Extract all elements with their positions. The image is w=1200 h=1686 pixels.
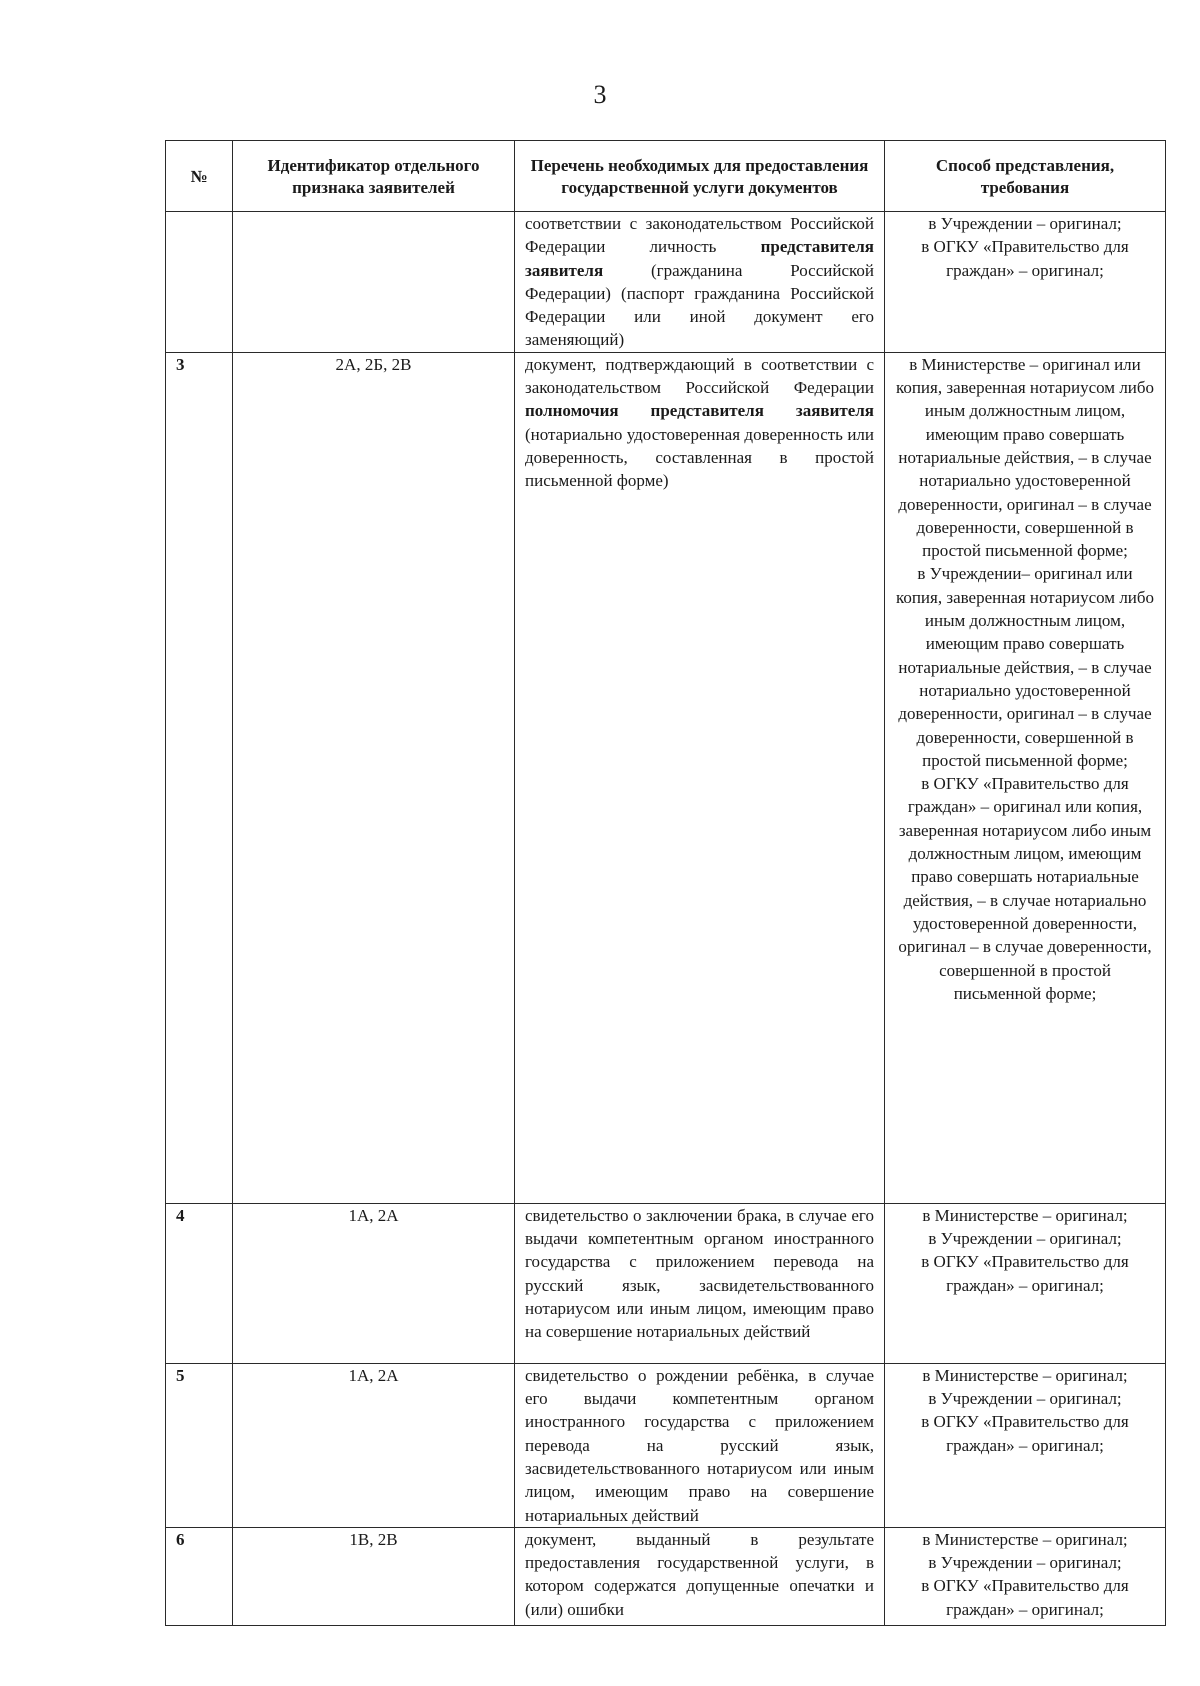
method-item: в Учреждении– оригинал или копия, заверенная нотариусом либо иным должностным лицом, имеющим право совершать нотариальные действия, – в случае нотариально удостоверенной доверенности, оригинал – в случае доверенности, совершенной в простой письменной форме; <box>895 564 1155 770</box>
method-item: в ОГКУ «Правительство для граждан» – оригинал; <box>921 1576 1129 1619</box>
table-row <box>166 1527 1166 1625</box>
row-identifier: 1В, 2В <box>233 1527 515 1625</box>
row-number: 3 <box>166 352 233 1203</box>
row-number: 5 <box>166 1363 233 1527</box>
documents-table <box>165 140 1166 1626</box>
method-item: в Учреждении – оригинал; <box>928 1389 1122 1409</box>
method-item: в Министерстве – оригинал; <box>922 1205 1128 1225</box>
method-item: в ОГКУ «Правительство для граждан» – оригинал; <box>921 1412 1129 1455</box>
table-row <box>166 212 1166 353</box>
method-item: в ОГКУ «Правительство для граждан» – оригинал; <box>921 1252 1129 1295</box>
method-item: в Учреждении – оригинал; <box>928 214 1122 233</box>
row-method <box>885 1363 1166 1527</box>
method-item: в Министерстве – оригинал или копия, заверенная нотариусом либо иным должностным лицом, имеющим право совершать нотариальные действия, – в случае нотариально удостоверенной доверенности, оригинал – в случае доверенности, совершенной в простой письменной форме; <box>895 354 1155 561</box>
method-item: в ОГКУ «Правительство для граждан» – оригинал; <box>921 237 1129 280</box>
row-documents: соответствии с законодательством Российской Федерации личность представителя заявителя (гражданина Российской Федерации) (паспорт гражданина Российской Федерации или иной документ его заменяющий) <box>515 212 885 353</box>
header-method: Способ представления, требования <box>885 141 1166 212</box>
table-row <box>166 1363 1166 1527</box>
row-number <box>166 212 233 353</box>
row-documents: документ, выданный в результате предоставления государственной услуги, в котором содержатся допущенные опечатки и (или) ошибки <box>515 1527 885 1625</box>
method-item: в Министерстве – оригинал; <box>922 1529 1128 1549</box>
table-header-row <box>166 141 1166 212</box>
header-identifier: Идентификатор отдельного признака заявителей <box>233 141 515 212</box>
header-num: № <box>166 141 233 212</box>
row-method <box>885 352 1166 1203</box>
row-method <box>885 1203 1166 1363</box>
row-identifier: 1А, 2А <box>233 1203 515 1363</box>
method-item: в Министерстве – оригинал; <box>922 1365 1128 1385</box>
row-documents: документ, подтверждающий в соответствии с законодательством Российской Федерации полномочия представителя заявителя (нотариально удостоверенная доверенность или доверенность, составленная в простой письменной форме) <box>515 352 885 1203</box>
method-item: в ОГКУ «Правительство для граждан» – оригинал или копия, заверенная нотариусом либо иным должностным лицом, имеющим право совершать нотариальные действия, – в случае нотариально удостоверенной доверенности, оригинал – в случае доверенности, совершенной в простой письменной форме; <box>898 774 1152 1003</box>
method-item: в Учреждении – оригинал; <box>928 1553 1122 1573</box>
row-method <box>885 1527 1166 1625</box>
table-row <box>166 352 1166 1203</box>
row-identifier: 1А, 2А <box>233 1363 515 1527</box>
row-method <box>885 212 1166 353</box>
table-row <box>166 1203 1166 1363</box>
page-number: 3 <box>593 80 607 109</box>
row-number: 4 <box>166 1203 233 1363</box>
row-documents: свидетельство о рождении ребёнка, в случае его выдачи компетентным органом иностранного государства с приложением перевода на русский язык, засвидетельствованного нотариусом или иным лицом, имеющим право на совершение нотариальных действий <box>515 1363 885 1527</box>
row-documents: свидетельство о заключении брака, в случае его выдачи компетентным органом иностранного государства с приложением перевода на русский язык, засвидетельствованного нотариусом или иным лицом, имеющим право на совершение нотариальных действий <box>515 1203 885 1363</box>
header-documents: Перечень необходимых для предоставления государственной услуги документов <box>515 141 885 212</box>
row-identifier: 2А, 2Б, 2В <box>233 352 515 1203</box>
row-number: 6 <box>166 1527 233 1625</box>
row-identifier <box>233 212 515 353</box>
method-item: в Учреждении – оригинал; <box>928 1229 1122 1249</box>
